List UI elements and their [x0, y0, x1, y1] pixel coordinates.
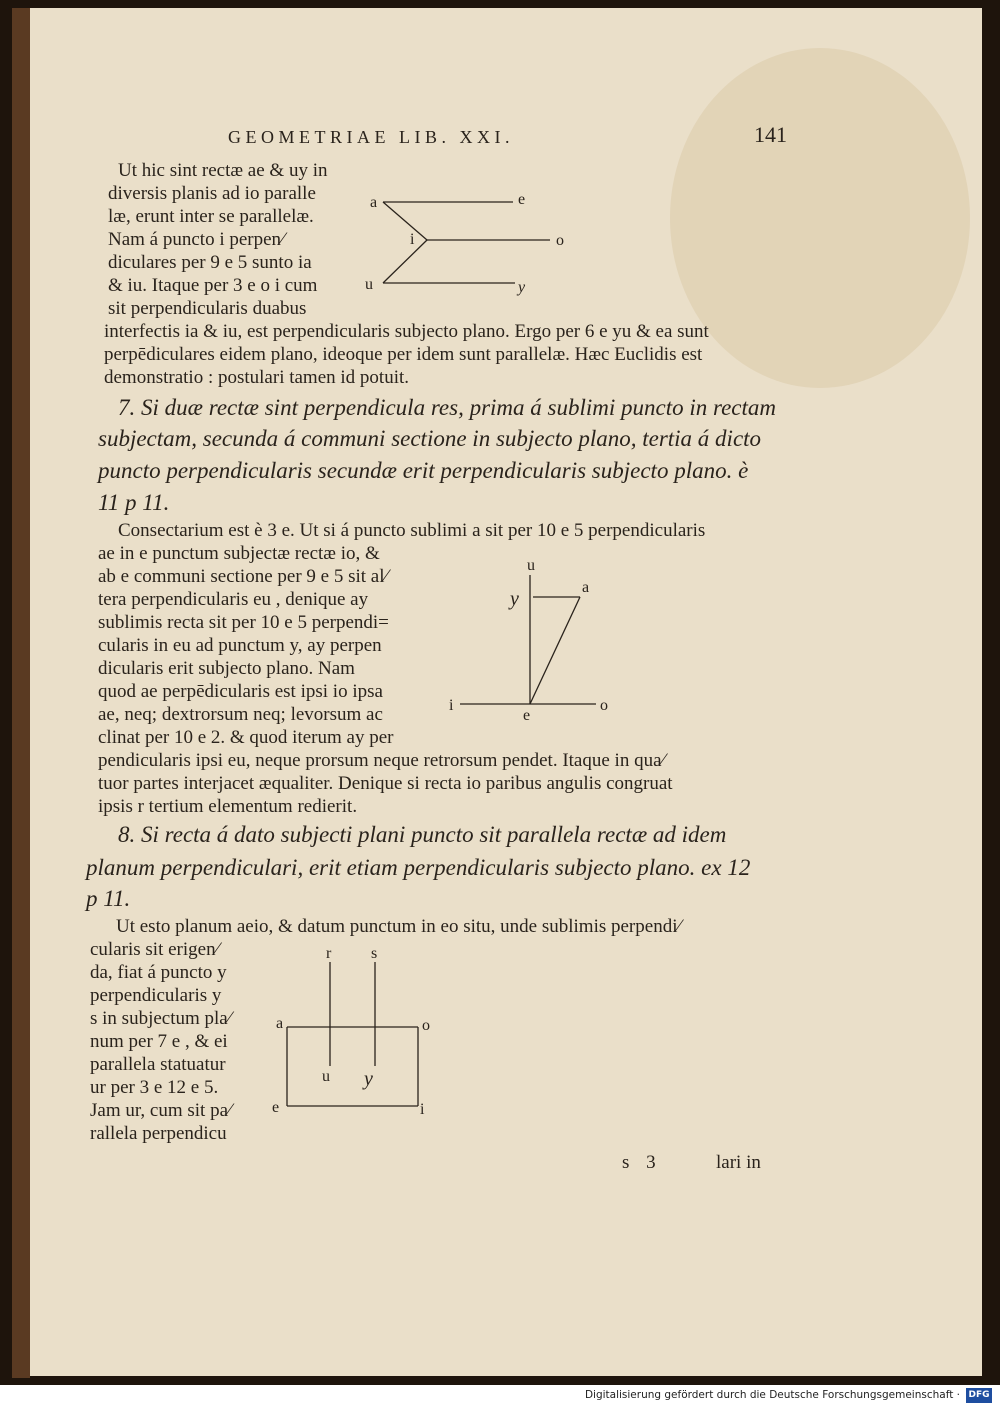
text-line: perpendicularis y — [90, 985, 222, 1006]
running-title: GEOMETRIAE LIB. XXI. — [228, 127, 514, 147]
text-line: ur per 3 e 12 e 5. — [90, 1077, 219, 1098]
text-line: cularis sit erigen⁄ — [90, 939, 219, 960]
text-line: num per 7 e , & ei — [90, 1031, 228, 1052]
text-line: tuor partes interjacet æqualiter. Denique si recta io paribus angulis congruat — [98, 773, 673, 794]
text-line: s in subjectum pla⁄ — [90, 1008, 231, 1029]
text-line: cularis in eu ad punctum y, ay perpen — [98, 635, 382, 656]
text-line: & iu. Itaque per 3 e o i cum — [108, 275, 318, 296]
text-line: Jam ur, cum sit pa⁄ — [90, 1100, 232, 1121]
figure-plane — [272, 945, 430, 1118]
label-e: e — [523, 707, 531, 724]
label-u: u — [527, 557, 535, 574]
footer-credit: Digitalisierung gefördert durch die Deutsche Forschungsgemeinschaft · — [584, 1389, 960, 1401]
text-line: pendicularis ipsi eu, neque prorsum neque retrorsum pendet. Itaque in qua⁄ — [98, 750, 665, 771]
label-o: o — [600, 697, 608, 714]
text-line: perpēdiculares eidem plano, ideoque per idem sunt parallelæ. Hæc Euclidis est — [104, 344, 703, 365]
text-line: Consectarium est è 3 e. Ut si á puncto sublimi a sit per 10 e 5 perpendicularis — [118, 520, 706, 541]
catchword: lari in — [716, 1152, 761, 1173]
text-line: ae, neq; dextrorsum neq; levorsum ac — [98, 704, 383, 725]
text-line: da, fiat á puncto y — [90, 962, 227, 983]
label-a: a — [370, 194, 378, 211]
text-line: p 11. — [86, 886, 131, 911]
text-line: diversis planis ad io paralle — [108, 183, 316, 204]
digitization-footer — [0, 1385, 1000, 1408]
label-s: s — [371, 945, 378, 962]
text-line: parallela statuatur — [90, 1054, 226, 1075]
label-u: u — [365, 276, 373, 293]
text-line: demonstratio : postulari tamen id potuit. — [104, 367, 410, 388]
text-line: Ut hic sint rectæ ae & uy in — [118, 160, 328, 181]
text-line: ae in e punctum subjectæ rectæ io, & — [98, 543, 380, 564]
label-e: e — [272, 1099, 280, 1116]
label-a: a — [582, 579, 590, 596]
text-line: ipsis r tertium elementum redierit. — [98, 796, 358, 817]
figure-parallel-lines — [365, 191, 564, 296]
text-line: diculares per 9 e 5 sunto ia — [108, 252, 312, 273]
text-line: dicularis erit subjecto plano. Nam — [98, 658, 355, 679]
label-r: r — [326, 945, 332, 962]
text-line: puncto perpendicularis secundæ erit perpendicularis subjecto plano. è — [98, 458, 749, 483]
signature-mark: s 3 — [622, 1152, 662, 1173]
label-i: i — [410, 231, 415, 248]
label-o: o — [556, 232, 564, 249]
text-line: clinat per 10 e 2. & quod iterum ay per — [98, 727, 394, 748]
label-o: o — [422, 1017, 430, 1034]
text-line: quod ae perpēdicularis est ipsi io ipsa — [98, 681, 383, 702]
label-u: u — [322, 1068, 330, 1085]
label-e: e — [518, 191, 526, 208]
text-line: 8. Si recta á dato subjecti plani puncto sit parallela rectæ ad idem — [118, 822, 727, 847]
text-line: planum perpendiculari, erit etiam perpendicularis subjecto plano. ex 12 — [86, 855, 751, 880]
text-line: Ut esto planum aeio, & datum punctum in eo situ, unde sublimis perpendi⁄ — [116, 916, 681, 937]
text-line: læ, erunt inter se parallelæ. — [108, 206, 314, 227]
text-line: interfectis ia & iu, est perpendicularis subjecto plano. Ergo per 6 e yu & ea sunt — [104, 321, 709, 342]
label-y: y — [364, 1068, 373, 1090]
dfg-logo: DFG — [966, 1388, 992, 1403]
text-line: sit perpendicularis duabus — [108, 298, 307, 319]
label-i: i — [449, 697, 454, 714]
text-line: rallela perpendicu — [90, 1123, 227, 1144]
text-line: 11 p 11. — [98, 490, 170, 515]
figure-perpendiculars — [449, 557, 608, 724]
text-line: ab e communi sectione per 9 e 5 sit al⁄ — [98, 566, 388, 587]
text-line: subjectam, secunda á communi sectione in subjecto plano, tertia á dicto — [98, 426, 762, 451]
text-line: sublimis recta sit per 10 e 5 perpendi= — [98, 612, 389, 633]
label-y: y — [518, 279, 526, 296]
text-line: Nam á puncto i perpen⁄ — [108, 229, 285, 250]
text-line: tera perpendicularis eu , denique ay — [98, 589, 369, 610]
page-number: 141 — [754, 122, 787, 147]
label-y: y — [510, 588, 519, 610]
text-line: 7. Si duæ rectæ sint perpendicula res, prima á sublimi puncto in rectam — [118, 395, 777, 420]
label-a: a — [276, 1015, 284, 1032]
label-i: i — [420, 1101, 425, 1118]
